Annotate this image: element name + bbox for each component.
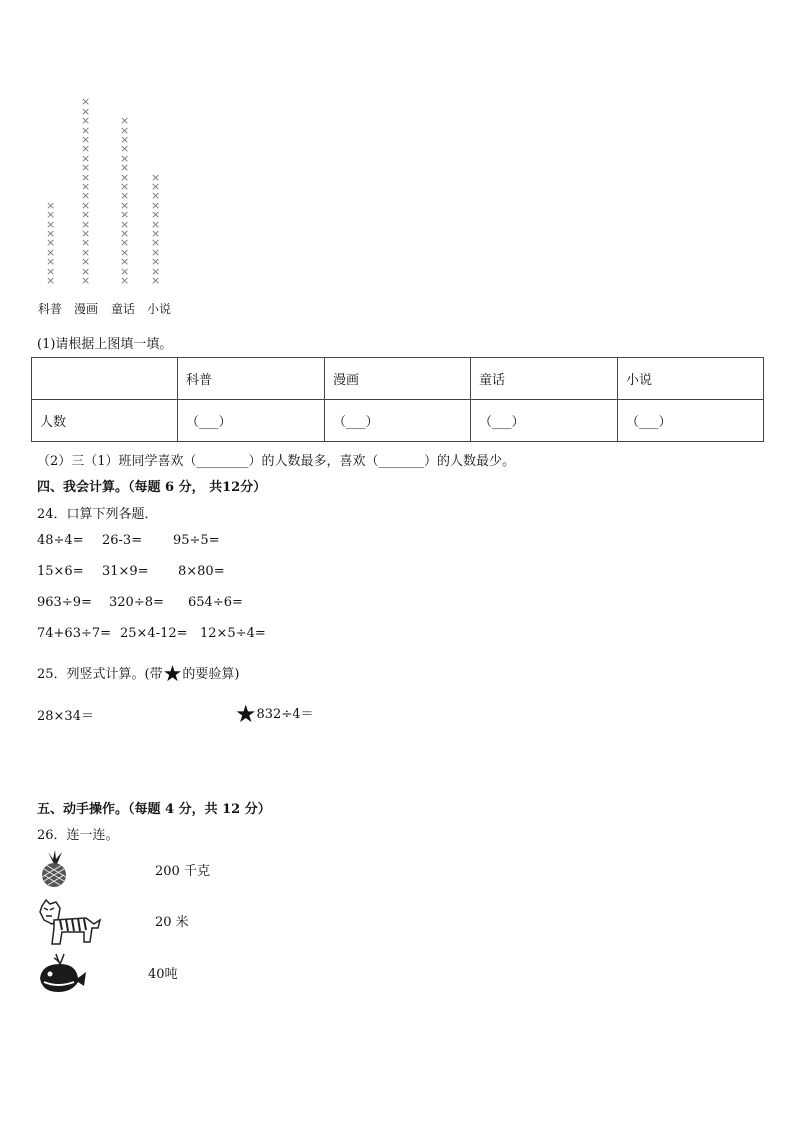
math-problem: 12×5÷4= xyxy=(200,626,266,641)
pictograph-mark-comics: × xyxy=(81,255,91,269)
math-problem: 26-3= xyxy=(102,533,143,548)
table-header-cell: 漫画 xyxy=(325,358,471,400)
math-problem: 25×4-12= xyxy=(120,626,188,641)
math-problem: 48÷4= xyxy=(37,533,84,548)
pictograph-mark-comics: × xyxy=(81,217,91,231)
pictograph-mark-novels: × xyxy=(151,264,161,278)
pictograph-mark-fairy-tales: × xyxy=(120,274,130,287)
math-problem: 320÷8= xyxy=(109,595,164,610)
pictograph-mark-fairy-tales: × xyxy=(120,151,130,165)
math-problem: 654÷6= xyxy=(188,595,243,610)
pictograph-mark-novels: × xyxy=(151,208,161,222)
pictograph-mark-science: × xyxy=(46,274,56,287)
pictograph-mark-novels: × xyxy=(151,227,161,240)
pictograph-mark-fairy-tales: × xyxy=(120,161,130,175)
pictograph-mark-science: × xyxy=(46,264,56,278)
table-header-row xyxy=(32,358,764,400)
pictograph-mark-fairy-tales: × xyxy=(120,217,130,231)
pictograph-mark-science: × xyxy=(46,255,56,269)
section-4-title: 四、我会计算。（每题 6 分， 共12分） xyxy=(37,480,267,495)
pictograph-mark-comics: × xyxy=(81,264,91,278)
table-header-cell xyxy=(32,358,178,400)
question-2-text: （2）三（1）班同学喜欢（________）的人数最多，喜欢（_______）的人数最少。 xyxy=(37,454,516,469)
math-problem: 31×9= xyxy=(102,564,149,579)
question-25-title-before: 25．列竖式计算。(带 xyxy=(37,667,163,682)
pictograph-mark-comics: × xyxy=(81,170,91,184)
pictograph-mark-science: × xyxy=(46,245,56,259)
pictograph-mark-comics: × xyxy=(81,114,91,128)
math-problem: 95÷5= xyxy=(173,533,220,548)
fill-in-table xyxy=(31,357,764,442)
answer-blank[interactable]: （___） xyxy=(325,400,471,442)
category-label-novels: 小说 xyxy=(147,302,172,316)
math-problem: 8×80= xyxy=(178,564,225,579)
pictograph-mark-comics: × xyxy=(81,245,91,259)
row-label-people: 人数 xyxy=(32,400,178,442)
pictograph-mark-fairy-tales: × xyxy=(120,264,130,278)
pictograph-mark-fairy-tales: × xyxy=(120,133,130,146)
table-header-cell: 小说 xyxy=(618,358,764,400)
pictograph-mark-fairy-tales: × xyxy=(120,236,130,250)
pictograph-mark-comics: × xyxy=(81,104,91,118)
match-label[interactable]: 40吨 xyxy=(148,967,178,982)
pictograph-mark-fairy-tales: × xyxy=(120,245,130,259)
table-header-cell: 科普 xyxy=(178,358,325,400)
star-icon: ★ xyxy=(162,662,183,687)
math-problem: 15×6= xyxy=(37,564,84,579)
section-5-title: 五、动手操作。（每题 4 分，共 12 分） xyxy=(37,802,271,817)
pictograph-mark-novels: × xyxy=(151,274,161,287)
pictograph-mark-science: × xyxy=(46,217,56,231)
pictograph-mark-comics: × xyxy=(81,274,91,287)
match-label[interactable]: 20 米 xyxy=(155,915,189,930)
pictograph-mark-novels: × xyxy=(151,189,161,203)
pictograph-mark-comics: × xyxy=(81,123,91,137)
pictograph-mark-comics: × xyxy=(81,236,91,250)
pictograph-mark-comics: × xyxy=(81,95,91,109)
answer-blank[interactable]: （___） xyxy=(471,400,618,442)
category-label-fairy-tales: 童话 xyxy=(111,302,136,316)
pictograph-mark-fairy-tales: × xyxy=(120,170,130,184)
pictograph-mark-novels: × xyxy=(151,217,161,231)
table-row xyxy=(32,400,764,442)
pictograph-mark-comics: × xyxy=(81,161,91,175)
pictograph-mark-novels: × xyxy=(151,170,161,184)
pictograph-mark-comics: × xyxy=(81,198,91,212)
pictograph-mark-fairy-tales: × xyxy=(120,142,130,156)
pictograph-mark-novels: × xyxy=(151,245,161,259)
pictograph-mark-novels: × xyxy=(151,198,161,212)
pictograph-mark-comics: × xyxy=(81,227,91,240)
pictograph-mark-novels: × xyxy=(151,236,161,250)
pineapple-icon[interactable] xyxy=(38,850,70,888)
match-label[interactable]: 200 千克 xyxy=(155,864,210,879)
pictograph-mark-science: × xyxy=(46,198,56,212)
answer-blank[interactable]: （___） xyxy=(618,400,764,442)
pictograph-mark-comics: × xyxy=(81,142,91,156)
vertical-calc-problem-1: 28×34＝ xyxy=(37,709,94,724)
question-25-title xyxy=(37,662,239,687)
pictograph-mark-comics: × xyxy=(81,133,91,146)
pictograph-mark-fairy-tales: × xyxy=(120,189,130,203)
pictograph-mark-fairy-tales: × xyxy=(120,208,130,222)
vertical-calc-problem-2-text: 832÷4＝ xyxy=(256,707,314,722)
pictograph-mark-science: × xyxy=(46,208,56,222)
vertical-calc-problem-2 xyxy=(235,700,314,728)
pictograph-mark-fairy-tales: × xyxy=(120,123,130,137)
question-1-label: (1)请根据上图填一填。 xyxy=(37,337,173,352)
table-header-cell: 童话 xyxy=(471,358,618,400)
pictograph-mark-comics: × xyxy=(81,189,91,203)
pictograph-mark-fairy-tales: × xyxy=(120,227,130,240)
pictograph-mark-comics: × xyxy=(81,208,91,222)
category-label-comics: 漫画 xyxy=(74,302,99,316)
pictograph-mark-fairy-tales: × xyxy=(120,180,130,193)
pictograph-mark-fairy-tales: × xyxy=(120,198,130,212)
pictograph-mark-novels: × xyxy=(151,255,161,269)
pictograph-mark-comics: × xyxy=(81,151,91,165)
tiger-icon[interactable] xyxy=(38,898,102,948)
pictograph-mark-comics: × xyxy=(81,180,91,193)
star-icon: ★ xyxy=(235,700,257,728)
math-problem: 963÷9= xyxy=(37,595,92,610)
whale-icon[interactable] xyxy=(38,952,88,994)
pictograph-mark-novels: × xyxy=(151,180,161,193)
answer-blank[interactable]: （___） xyxy=(178,400,325,442)
category-label-science: 科普 xyxy=(38,302,63,316)
math-problem: 74+63÷7= xyxy=(37,626,112,641)
pictograph-mark-science: × xyxy=(46,236,56,250)
question-25-title-after: 的要验算) xyxy=(182,667,240,682)
pictograph-mark-fairy-tales: × xyxy=(120,255,130,269)
pictograph-mark-science: × xyxy=(46,227,56,240)
pictograph-mark-fairy-tales: × xyxy=(120,114,130,128)
question-24-title: 24．口算下列各题． xyxy=(37,507,158,522)
question-26-title: 26．连一连。 xyxy=(37,828,119,843)
